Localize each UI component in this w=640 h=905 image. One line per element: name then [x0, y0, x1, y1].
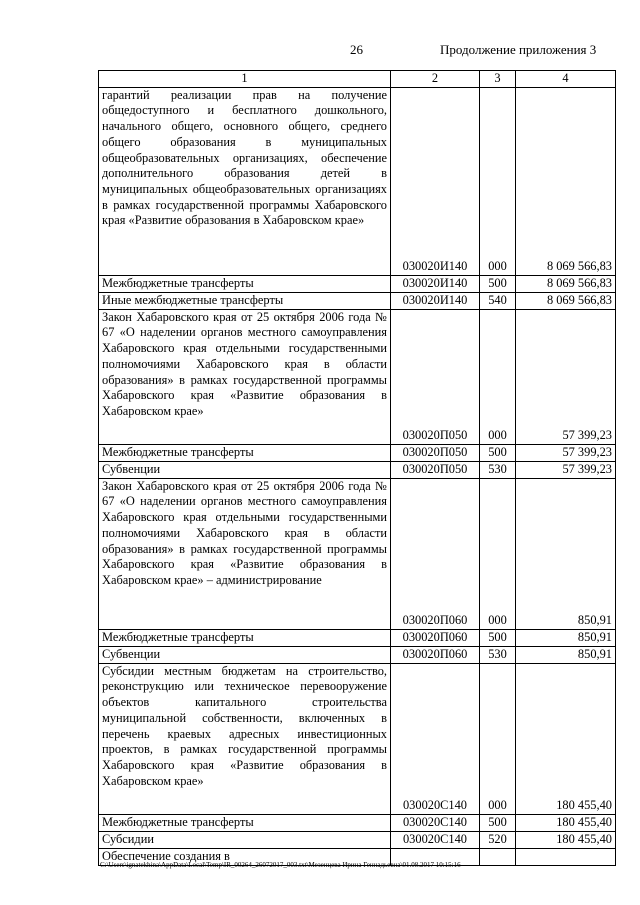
- row-amount: 180 455,40: [516, 831, 616, 848]
- page-number: 26: [350, 42, 363, 57]
- row-target-code: 030020С140: [391, 831, 480, 848]
- table-row: [99, 292, 616, 309]
- table-row: [99, 275, 616, 292]
- row-target-code: 030020С140: [391, 814, 480, 831]
- row-amount: 57 399,23: [516, 444, 616, 461]
- row-description: Межбюджетные трансферты: [99, 814, 391, 831]
- column-header: 3: [480, 71, 516, 88]
- budget-table: [98, 70, 616, 866]
- row-expense-type: 500: [480, 629, 516, 646]
- row-target-code: 030020И140: [391, 87, 480, 275]
- file-path-footer: C:\Users\ignatekhina\AppData\Local\Temp\IR_00264_26072017_003.txt\Мезенцева Ирина Геннадьевна\01.08.2017 10:15:16: [100, 861, 461, 869]
- row-description: Закон Хабаровского края от 25 октября 2006 года № 67 «О наделении органов местного самоуправления Хабаровского края отдельными государственными полномочиями Хабаровского края в области образования» в рамках государственной программы Хабаровского края «Развитие образования в Хабаровском крае»: [99, 309, 391, 444]
- row-description: Субвенции: [99, 646, 391, 663]
- row-target-code: 030020И140: [391, 292, 480, 309]
- row-expense-type: [480, 848, 516, 865]
- row-amount: 8 069 566,83: [516, 275, 616, 292]
- row-expense-type: 520: [480, 831, 516, 848]
- column-header: 2: [391, 71, 480, 88]
- table-row: [99, 444, 616, 461]
- row-amount: 57 399,23: [516, 309, 616, 444]
- row-expense-type: 000: [480, 663, 516, 814]
- row-expense-type: 500: [480, 814, 516, 831]
- row-description: Межбюджетные трансферты: [99, 275, 391, 292]
- row-amount: 8 069 566,83: [516, 87, 616, 275]
- row-target-code: 030020П060: [391, 478, 480, 629]
- row-description: Субсидии местным бюджетам на строительство, реконструкцию или техническое перевооружение объектов капитального строительства муниципальной собственности, включенных в перечень краевых адресных инвестиционных проектов, в рамках государственной программы Хабаровского края «Развитие образования в Хабаровском крае»: [99, 663, 391, 814]
- row-expense-type: 530: [480, 461, 516, 478]
- table-row: [99, 831, 616, 848]
- row-description: Субсидии: [99, 831, 391, 848]
- row-expense-type: 000: [480, 87, 516, 275]
- row-amount: 180 455,40: [516, 814, 616, 831]
- row-description: Иные межбюджетные трансферты: [99, 292, 391, 309]
- row-amount: 850,91: [516, 646, 616, 663]
- row-description: Закон Хабаровского края от 25 октября 2006 года № 67 «О наделении органов местного самоуправления Хабаровского края отдельными государственными полномочиями Хабаровского края в области образования» в рамках государственной программы Хабаровского края «Развитие образования в Хабаровском крае» – администрирование: [99, 478, 391, 629]
- row-description: гарантий реализации прав на получение общедоступного и бесплатного дошкольного, начального общего, основного общего, среднего общего образования в муниципальных общеобразовательных организациях, обеспечение дополнительного образования детей в муниципальных общеобразовательных организациях в рамках государственной программы Хабаровского края «Развитие образования в Хабаровском крае»: [99, 87, 391, 275]
- table-row: [99, 309, 616, 444]
- row-target-code: 030020П050: [391, 461, 480, 478]
- table-row: [99, 87, 616, 275]
- row-amount: [516, 848, 616, 865]
- row-description: Межбюджетные трансферты: [99, 629, 391, 646]
- row-description: Межбюджетные трансферты: [99, 444, 391, 461]
- row-target-code: 030020С140: [391, 663, 480, 814]
- table-row: [99, 814, 616, 831]
- table-row: [99, 478, 616, 629]
- row-expense-type: 000: [480, 309, 516, 444]
- continuation-heading: Продолжение приложения 3: [440, 42, 597, 57]
- row-amount: 8 069 566,83: [516, 292, 616, 309]
- row-amount: 850,91: [516, 629, 616, 646]
- row-expense-type: 500: [480, 275, 516, 292]
- row-amount: 180 455,40: [516, 663, 616, 814]
- row-expense-type: 000: [480, 478, 516, 629]
- row-expense-type: 500: [480, 444, 516, 461]
- row-expense-type: 530: [480, 646, 516, 663]
- row-target-code: 030020П050: [391, 309, 480, 444]
- row-target-code: 030020П060: [391, 646, 480, 663]
- table-row: [99, 646, 616, 663]
- row-amount: 57 399,23: [516, 461, 616, 478]
- column-header: 4: [516, 71, 616, 88]
- row-target-code: 030020П060: [391, 629, 480, 646]
- table-row: [99, 629, 616, 646]
- row-expense-type: 540: [480, 292, 516, 309]
- table-header-row: [99, 71, 616, 88]
- row-description: Субвенции: [99, 461, 391, 478]
- row-amount: 850,91: [516, 478, 616, 629]
- row-description: Обеспечение создания в: [99, 848, 391, 865]
- table-row: [99, 461, 616, 478]
- row-target-code: 030020И140: [391, 275, 480, 292]
- row-target-code: 030020П050: [391, 444, 480, 461]
- column-header: 1: [99, 71, 391, 88]
- table-row: [99, 663, 616, 814]
